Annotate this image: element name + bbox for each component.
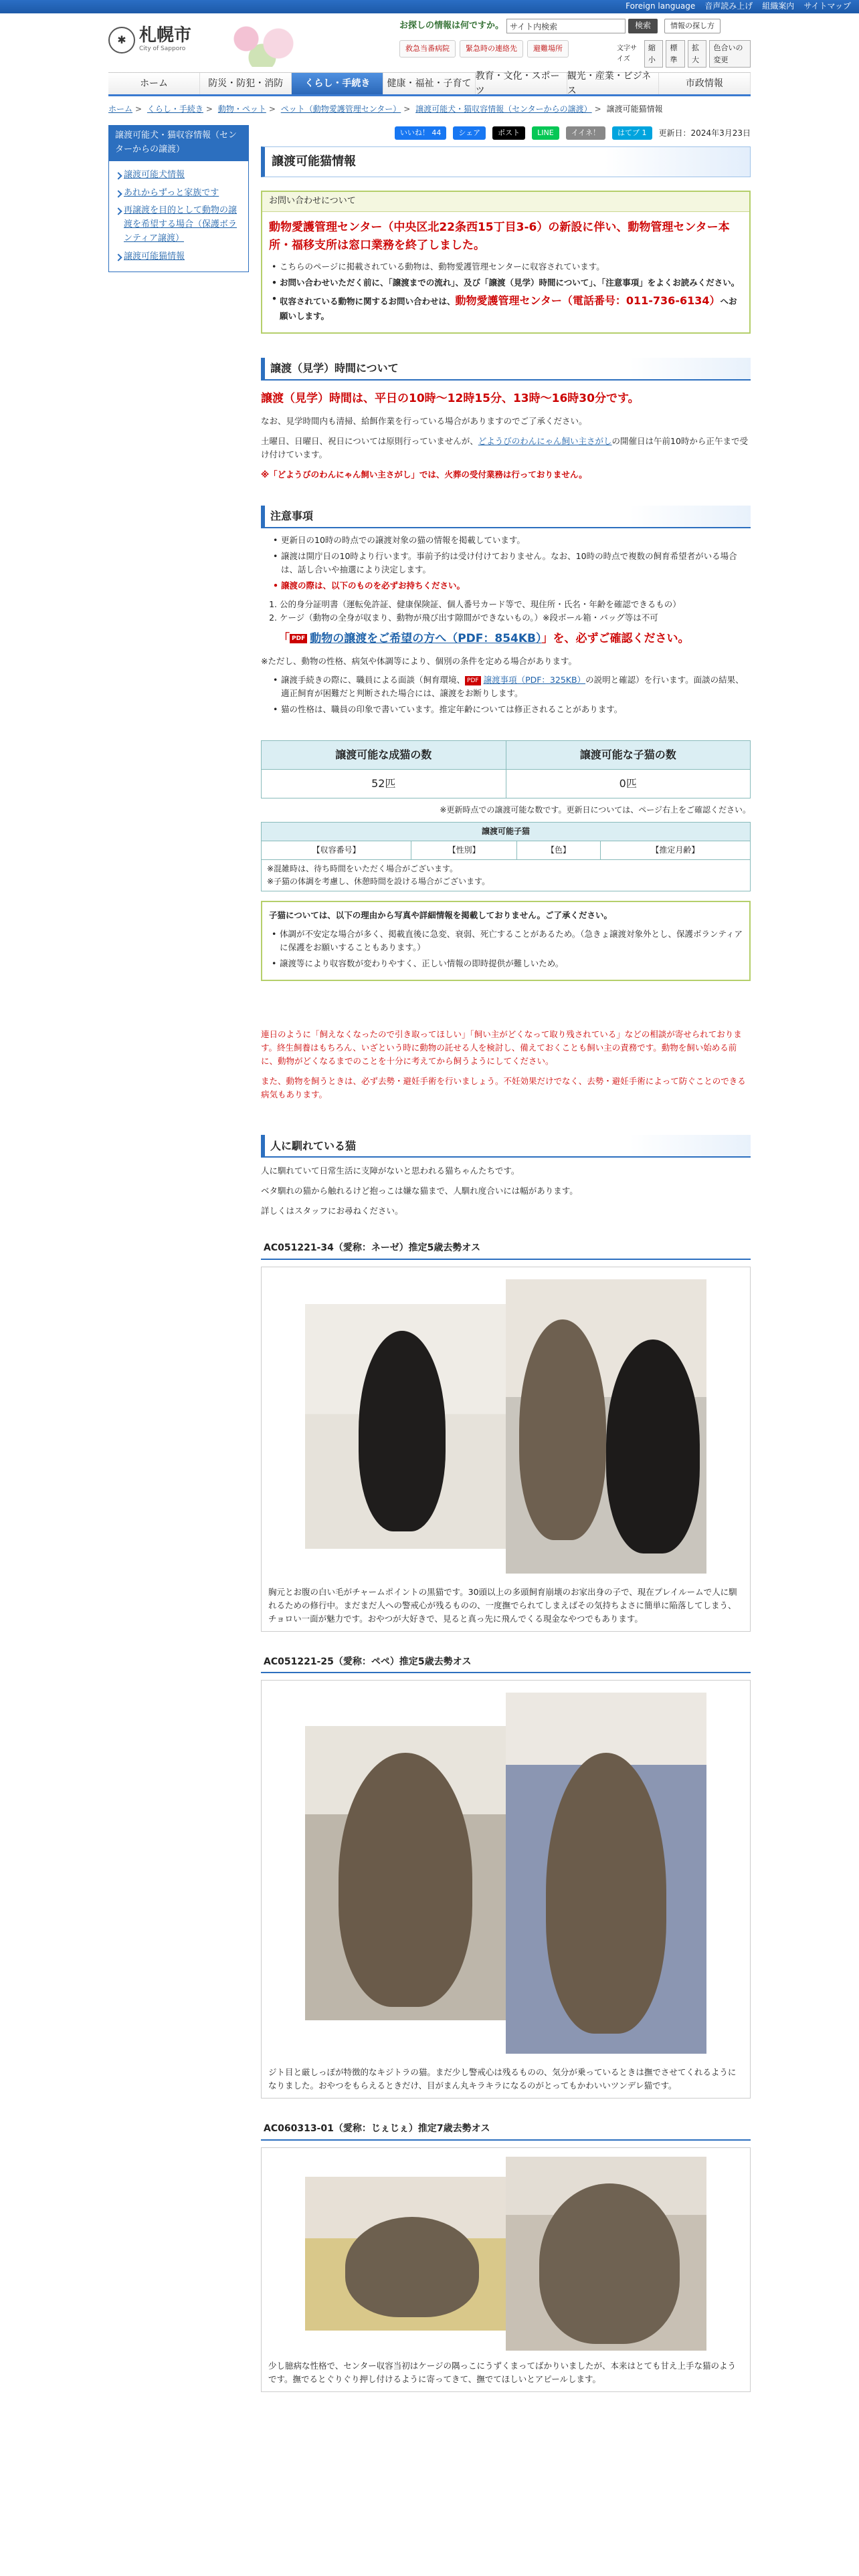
adult-count-header: 譲渡可能な成猫の数 bbox=[262, 741, 506, 770]
adoption-pdf-link[interactable]: 動物の譲渡をご希望の方へ（PDF：854KB） bbox=[310, 632, 542, 646]
kitten-notes bbox=[261, 860, 751, 891]
utility-bar bbox=[0, 0, 859, 13]
contact-heading: お問い合わせについて bbox=[262, 192, 749, 212]
personality-bullet: • 猫の性格は、職員の印象で書いています。推定年齢については修正されることがあります。 bbox=[270, 703, 751, 716]
evacuation-link[interactable]: 避難場所 bbox=[527, 40, 569, 58]
text-size-controls bbox=[617, 40, 751, 68]
search-input[interactable]: サイト内検索 bbox=[506, 19, 626, 33]
lifelong-care-warning: 連日のように「飼えなくなったので引き取ってほしい」「飼い主がどくなって取り残されている」などの相談が寄せられております。終生飼養はもちろん、いざという時に動物の託せる人を検討し、備えておくことも飼い主の責務です。動物を飼い始める前に、動物がどくなるまでのことを十分に考えてから飼うようにしてください。 bbox=[261, 1029, 742, 1067]
breadcrumb-pets[interactable]: 動物・ペット bbox=[217, 104, 266, 114]
iine-button[interactable]: イイネ！ bbox=[566, 126, 605, 140]
contact-bullet: • こちらのページに掲載されている動物は、動物愛護管理センターに収容されています。 bbox=[269, 260, 743, 274]
sitemap-link[interactable]: サイトマップ bbox=[803, 1, 851, 11]
x-post-button[interactable]: ポスト bbox=[492, 126, 525, 140]
sidebar-item-volunteer[interactable]: 再譲渡を目的として動物の譲渡を希望する場合（保護ボランティア譲渡） bbox=[124, 205, 237, 243]
available-count-table bbox=[261, 740, 751, 798]
kitten-photo-reason: • 体調が不安定な場合が多く、掲載直後に急変、衰弱、死亡することがあるため。（急きょ譲渡対象外とし、保護ボランティアに保護をお願いすることもあります。） bbox=[269, 928, 743, 954]
breadcrumb-living[interactable]: くらし・手続き bbox=[147, 104, 203, 114]
caution-bullet: • 更新日の10時の時点での譲渡対象の猫の情報を掲載しています。 bbox=[270, 534, 751, 547]
cremation-note: ※「どようびのわんにゃん飼い主さがし」では、火葬の受付業務は行っておりません。 bbox=[261, 469, 587, 480]
share-bar bbox=[261, 125, 751, 141]
cat-photo bbox=[506, 1279, 706, 1574]
cat-card bbox=[261, 1238, 751, 1631]
kitten-col-color: 【色】 bbox=[517, 841, 601, 859]
text-size-label: 文字サイズ bbox=[617, 44, 637, 63]
search-button[interactable]: 検索 bbox=[628, 19, 658, 33]
city-name: 札幌市 bbox=[139, 25, 192, 45]
cat-photo bbox=[305, 1304, 506, 1549]
facebook-like-button[interactable]: いいね！ 44 bbox=[395, 126, 447, 140]
bring-item: 1. 公的身分証明書（運転免許証、健康保険証、個人番号カード等で、現住所・氏名・年齢を確認できるもの） bbox=[280, 598, 751, 611]
visit-note: なお、見学時間内も清掃、給餌作業を行っている場合がありますのでご了承ください。 bbox=[261, 416, 587, 427]
cat-description: 胸元とお腹の白い毛がチャームポイントの黒猫です。30頭以上の多頭飼育崩壊のお家出身の子で、現在プレイルームで人に馴れるための修行中。まだまだ人への警戒心が残るものの、一度撫でられてしまえばその気持ちよさに簡単に陥落してしまう、チョロい一面が魅力です。おやつが大好きで、見ると真っ先に飛んでくる現金なやつでもあります。 bbox=[268, 1586, 737, 1624]
breadcrumb-home[interactable]: ホーム bbox=[108, 104, 133, 114]
lilac-illustration bbox=[222, 20, 302, 67]
main-content bbox=[261, 125, 751, 2391]
kitten-table-caption: 譲渡可能子猫 bbox=[261, 822, 751, 841]
kitten-photo-notice-title: 子猫については、以下の理由から写真や詳細情報を掲載しておりません。ご了承ください。 bbox=[269, 910, 613, 921]
contact-phone-line: • 収容されている動物に関するお問い合わせは、動物愛護管理センター（電話番号：011-736-6134）へお願いします。 bbox=[269, 292, 743, 323]
text-enlarge-button[interactable]: 拡大 bbox=[688, 40, 707, 68]
friendly-cats-heading: 人に馴れている猫 bbox=[261, 1135, 751, 1158]
foreign-language-link[interactable]: Foreign language bbox=[626, 1, 696, 11]
facebook-share-button[interactable]: シェア bbox=[453, 126, 486, 140]
bring-items-list bbox=[280, 598, 751, 625]
weekend-note: 土曜日、日曜日、祝日については原則行っていませんが、どようびのわんにゃん飼い主さがしの開催日は午前10時から正午まで受け付けています。 bbox=[261, 436, 748, 460]
conditions-note: ※ただし、動物の性格、病気や体調等により、個別の条件を定める場合があります。 bbox=[261, 656, 577, 667]
kitten-col-age: 【推定月齢】 bbox=[600, 841, 750, 859]
contract-pdf-link[interactable]: 譲渡事項（PDF：325KB） bbox=[483, 675, 586, 685]
nav-health[interactable]: 健康・福祉・子育て bbox=[383, 73, 475, 94]
neuter-warning: また、動物を飼うときは、必ず去勢・避妊手術を行いましょう。不妊効果だけでなく、去勢・避妊手術によって防ぐことのできる病気もあります。 bbox=[261, 1076, 746, 1100]
line-share-button[interactable]: LINE bbox=[532, 126, 559, 140]
sidebar-item-family[interactable]: あれからずっと家族です bbox=[124, 187, 219, 198]
kitten-col-id: 【収容番号】 bbox=[262, 841, 411, 859]
pdf-icon: PDF bbox=[465, 676, 481, 685]
cat-description: ジト目と厳しっぽが特徴的なキジトラの猫。まだ少し警戒心は残るものの、気分が乗っているときは撫でさせてくれるようになりました。おやつをもらえるときだけ、目がまん丸キラキラになるのがとってもかわいいツンデレ猫です。 bbox=[268, 2067, 737, 2091]
pdf-notice: 「 PDF 動物の譲渡をご希望の方へ（PDF：854KB）」を、必ずご確認ください。 bbox=[278, 632, 690, 646]
contact-box bbox=[261, 191, 751, 334]
search-howto-button[interactable]: 情報の探し方 bbox=[664, 19, 721, 33]
organization-link[interactable]: 組織案内 bbox=[762, 1, 795, 11]
breadcrumb-center[interactable]: ペット（動物愛護管理センター） bbox=[280, 104, 401, 114]
emergency-links bbox=[399, 40, 569, 58]
kitten-photo-notice bbox=[261, 901, 751, 981]
cat-description: 少し臆病な性格で、センター収容当初はケージの隅っこにうずくまってばかりいましたが、本来はとても甘え上手な猫のようです。撫でるとぐりぐり押し付けるように寄ってきて、撫でてほしいとアピールします。 bbox=[268, 2360, 737, 2384]
emergency-contact-link[interactable]: 緊急時の連絡先 bbox=[460, 40, 523, 58]
cat-photo bbox=[506, 2157, 706, 2351]
search-prompt: お探しの情報は何ですか。 bbox=[399, 20, 504, 31]
cat-card bbox=[261, 1652, 751, 2099]
nav-city-info[interactable]: 市政情報 bbox=[659, 73, 751, 94]
color-change-button[interactable]: 色合いの変更 bbox=[709, 40, 751, 68]
cat-photo bbox=[305, 2177, 506, 2331]
caution-heading: 注意事項 bbox=[261, 506, 751, 528]
city-logo[interactable] bbox=[108, 27, 191, 53]
voice-reader-link[interactable]: 音声読み上げ bbox=[704, 1, 753, 11]
contact-bullet: • お問い合わせいただく前に、「譲渡までの流れ」、及び「譲渡（見学）時間について」、「注意事項」をよくお読みください。 bbox=[269, 276, 743, 290]
friendly-intro: ベタ馴れの猫から触れるけど抱っこは嫌な猫まで、人馴れ度合いには幅があります。 bbox=[261, 1186, 578, 1196]
sidebar bbox=[108, 125, 249, 2391]
nav-living[interactable]: くらし・手続き bbox=[292, 73, 383, 94]
sidebar-item-dogs[interactable]: 譲渡可能犬情報 bbox=[124, 169, 185, 180]
site-header bbox=[108, 13, 751, 72]
friendly-intro: 詳しくはスタッフにお尋ねください。 bbox=[261, 1206, 403, 1216]
cat-card bbox=[261, 2119, 751, 2391]
sidebar-item-cats[interactable]: 譲渡可能猫情報 bbox=[124, 251, 185, 261]
site-search bbox=[399, 19, 721, 33]
kitten-count: 0匹 bbox=[506, 769, 751, 798]
visit-heading: 譲渡（見学）時間について bbox=[261, 358, 751, 381]
kitten-table bbox=[261, 822, 751, 860]
pdf-icon: PDF bbox=[290, 634, 307, 643]
city-emblem-icon: ✱ bbox=[108, 27, 135, 53]
city-name-en: City of Sapporo bbox=[139, 45, 186, 52]
bring-item: 2. ケージ（動物の全身が収まり、動物が飛び出す隙間ができないもの。）※段ボール箱・バッグ等は不可 bbox=[280, 611, 751, 625]
center-phone: 動物愛護管理センター（電話番号：011-736-6134） bbox=[455, 294, 721, 308]
kitten-count-header: 譲渡可能な子猫の数 bbox=[506, 741, 751, 770]
saturday-adoption-link[interactable]: どようびのわんにゃん飼い主さがし bbox=[478, 436, 612, 447]
page-title: 譲渡可能猫情報 bbox=[261, 146, 751, 177]
cat-title: AC051221-34（愛称：ネーゼ）推定5歳去勢オス bbox=[261, 1238, 751, 1259]
updated-date: 更新日：2024年3月23日 bbox=[658, 128, 751, 138]
interview-bullet: • 譲渡手続きの際に、職員による面談（飼育環境、 PDF 譲渡事項（PDF：325KB）の説明と確認）を行います。面談の結果、適正飼育が困難だと判断された場合には、譲渡をお断りします。 bbox=[270, 673, 751, 700]
breadcrumb-adoption[interactable]: 譲渡可能犬・猫収容情報（センターからの譲渡） bbox=[415, 104, 592, 114]
nav-education[interactable]: 教育・文化・スポーツ bbox=[476, 73, 567, 94]
nav-home[interactable]: ホーム bbox=[108, 73, 200, 94]
bring-items-note: • 譲渡の際は、以下のものを必ずお持ちください。 bbox=[270, 579, 751, 593]
breadcrumb: ホーム > くらし・手続き > 動物・ペット > ペット（動物愛護管理センター） > 譲渡可能犬・猫収容情報（センターからの譲渡） > 譲渡可能猫情報 bbox=[108, 104, 663, 114]
nav-tourism[interactable]: 観光・産業・ビジネス bbox=[567, 73, 659, 94]
friendly-intro: 人に馴れていて日常生活に支障がないと思われる猫ちゃんたちです。 bbox=[261, 1166, 520, 1176]
kitten-note: ※混雑時は、待ち時間をいただく場合がございます。 bbox=[267, 864, 458, 874]
cat-photo bbox=[506, 1693, 706, 2054]
kitten-photo-reason: • 譲渡等により収容数が変わりやすく、正しい情報の即時提供が難しいため。 bbox=[269, 957, 743, 970]
emergency-hospital-link[interactable]: 救急当番病院 bbox=[399, 40, 456, 58]
caution-bullet: • 譲渡は開庁日の10時より行います。事前予約は受け付けておりません。なお、10時の時点で複数の飼育希望者がいる場合は、話し合いや抽選により決定します。 bbox=[270, 550, 751, 576]
kitten-note: ※子猫の体調を考慮し、休憩時間を設ける場合がございます。 bbox=[267, 877, 490, 887]
cat-photo bbox=[305, 1726, 506, 2020]
nav-disaster[interactable]: 防災・防犯・消防 bbox=[200, 73, 292, 94]
breadcrumb-current: 譲渡可能猫情報 bbox=[606, 104, 663, 114]
cat-title: AC051221-25（愛称：ペペ）推定5歳去勢オス bbox=[261, 1652, 751, 1673]
closure-notice: 動物愛護管理センター（中央区北22条西15丁目3-6）の新設に伴い、動物管理センター本所・福移支所は窓口業務を終了しました。 bbox=[269, 220, 730, 253]
adult-count: 52匹 bbox=[262, 769, 506, 798]
text-shrink-button[interactable]: 縮小 bbox=[644, 40, 664, 68]
cat-title: AC060313-01（愛称：じぇじぇ）推定7歳去勢オス bbox=[261, 2119, 751, 2140]
kitten-col-sex: 【性別】 bbox=[411, 841, 517, 859]
hatena-bookmark-button[interactable]: はてブ 1 bbox=[612, 126, 652, 140]
count-note: ※更新時点での譲渡可能な数です。更新日については、ページ右上をご確認ください。 bbox=[440, 804, 751, 815]
sidebar-heading[interactable]: 譲渡可能犬・猫収容情報（センターからの譲渡） bbox=[108, 125, 249, 161]
visit-time: 譲渡（見学）時間は、平日の10時～12時15分、13時～16時30分です。 bbox=[261, 391, 640, 405]
text-normal-button[interactable]: 標準 bbox=[666, 40, 685, 68]
global-nav bbox=[108, 72, 751, 96]
